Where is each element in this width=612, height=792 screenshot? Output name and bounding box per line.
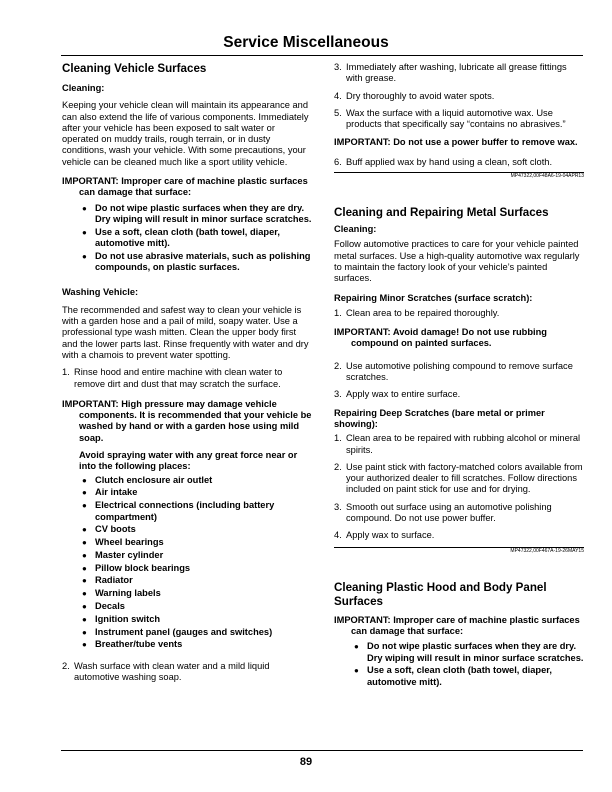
avoid-spraying-list	[62, 475, 314, 651]
important-rubbing-compound: IMPORTANT: Avoid damage! Do not use rubbing compound on painted surfaces.	[334, 327, 547, 349]
list-item	[334, 108, 584, 131]
step-number: 1.	[334, 433, 342, 444]
list-item	[334, 462, 584, 496]
important-high-pressure: IMPORTANT: High pressure may damage vehicle components. It is recommended that your vehicle be washed by hand or with a garden hose using mild soap.	[62, 398, 312, 443]
left-column	[62, 62, 314, 683]
step-number: 2.	[334, 360, 342, 371]
list-item: ● Warning labels	[79, 588, 314, 599]
step-text: Use automotive polishing compound to remove surface scratches.	[346, 360, 573, 383]
step-number: 4.	[334, 90, 342, 101]
list-item: ● Ignition switch	[79, 614, 314, 625]
step-number: 3.	[334, 501, 342, 512]
list-item	[334, 361, 584, 384]
list-item	[334, 157, 584, 168]
list-item: ● Use a soft, clean cloth (bath towel, diaper, automotive mitt).	[351, 665, 584, 688]
step-number: 4.	[334, 530, 342, 541]
step-number: 1.	[334, 307, 342, 318]
plastic-care-list	[62, 203, 314, 274]
washing-steps-3-5	[334, 62, 584, 130]
step-text: Use paint stick with factory-matched colors available from your authorized dealer to fill scratches. Follow directions included on paint stick for use and for drying.	[346, 461, 583, 495]
washing-steps-2	[62, 661, 314, 684]
metal-cleaning-body: Follow automotive practices to care for your vehicle painted metal surfaces. Use a high-quality automotive wax regularly to maintain the factory look of your vehicle’s painted surfaces.	[334, 239, 580, 284]
list-item: ● Electrical connections (including battery compartment)	[79, 500, 314, 523]
list-item	[334, 62, 584, 85]
step-text: Smooth out surface using an automotive polishing compound. Do not use power buffer.	[346, 501, 552, 524]
list-item: ● Use a soft, clean cloth (bath towel, diaper, automotive mitt).	[79, 227, 314, 250]
list-item	[334, 502, 584, 525]
step-text: Apply wax to entire surface.	[346, 389, 461, 400]
list-item	[62, 367, 314, 390]
list-item	[334, 308, 584, 319]
list-item	[334, 91, 584, 102]
step-text: Clean area to be repaired thoroughly.	[346, 307, 500, 318]
step-text: Clean area to be repaired with rubbing alcohol or mineral spirits.	[346, 433, 581, 455]
list-item	[334, 389, 584, 400]
washing-step-6	[334, 157, 584, 168]
washing-heading: Washing Vehicle:	[62, 287, 139, 298]
footer-divider	[61, 750, 583, 751]
important-plastic-care: IMPORTANT: Improper care of machine plastic surfaces can damage that surface:	[62, 176, 308, 198]
washing-steps-1	[62, 367, 314, 390]
minor-scratches-steps	[334, 361, 584, 401]
minor-scratches-step-1	[334, 308, 584, 319]
list-item: ● Breather/tube vents	[79, 639, 314, 650]
step-number: 5.	[334, 107, 342, 118]
list-item: ● Clutch enclosure air outlet	[79, 475, 314, 486]
list-item: ● Radiator	[79, 575, 314, 586]
step-text: Wash surface with clean water and a mild liquid automotive washing soap.	[74, 660, 270, 683]
section-title-cleaning-vehicle: Cleaning Vehicle Surfaces	[62, 62, 207, 75]
list-item: ● CV boots	[79, 524, 314, 535]
page-number: 89	[299, 756, 313, 768]
list-item: ● Air intake	[79, 487, 314, 498]
list-item: ● Master cylinder	[79, 550, 314, 561]
step-number: 3.	[334, 389, 342, 400]
cleaning-heading: Cleaning:	[62, 83, 105, 93]
section-title-metal: Cleaning and Repairing Metal Surfaces	[334, 206, 549, 220]
step-text: Immediately after washing, lubricate all grease fittings with grease.	[346, 62, 567, 84]
list-item: ● Decals	[79, 601, 314, 612]
minor-scratches-heading: Repairing Minor Scratches (surface scratch):	[334, 292, 533, 303]
step-text: Wax the surface with a liquid automotive wax. Use products that specifically say “contains no abrasives.”	[346, 107, 566, 130]
list-item	[334, 530, 584, 541]
right-column	[334, 62, 584, 689]
step-number: 2.	[334, 461, 342, 472]
list-item	[62, 661, 314, 684]
step-number: 2.	[62, 660, 70, 671]
metal-cleaning-heading: Cleaning:	[334, 224, 377, 235]
step-number: 3.	[334, 62, 342, 72]
plastic-care-list	[334, 641, 584, 688]
step-text: Dry thoroughly to avoid water spots.	[346, 90, 495, 101]
list-item: ● Do not wipe plastic surfaces when they are dry. Dry wiping will result in minor surface scratches.	[351, 641, 584, 664]
step-text: Rinse hood and entire machine with clean water to remove dirt and dust that may scratch the surface.	[74, 367, 283, 389]
important-plastic-care: IMPORTANT: Improper care of machine plastic surfaces can damage that surface:	[334, 614, 580, 636]
step-number: 6.	[334, 156, 342, 167]
list-item: ● Pillow block bearings	[79, 563, 314, 574]
avoid-spraying-note: Avoid spraying water with any great force near or into the following places:	[79, 450, 298, 472]
list-item: ● Do not use abrasive materials, such as polishing compounds, on plastic surfaces.	[79, 251, 314, 274]
page-title: Service Miscellaneous	[223, 34, 389, 51]
step-text: Apply wax to surface.	[346, 530, 435, 541]
step-text: Buff applied wax by hand using a clean, soft cloth.	[346, 156, 553, 167]
reference-code: MP47322,00F467A-19-26MAY15	[510, 547, 584, 554]
list-item: ● Wheel bearings	[79, 537, 314, 548]
reference-code: MP47322,00F48A6-19-04APR13	[510, 173, 584, 180]
title-divider	[61, 55, 583, 56]
section-title-plastic: Cleaning Plastic Hood and Body Panel Surfaces	[334, 580, 547, 608]
cleaning-body: Keeping your vehicle clean will maintain its appearance and can also extend the life of various components. Immediately after your vehicle has been exposed to salt water or operated on muddy trails, rough terrain, or in dusty conditions, wash your vehicle. With some precautions, your vehicle can be cleaned much like a sport utility vehicle.	[62, 100, 309, 167]
deep-scratches-steps	[334, 433, 584, 541]
washing-body: The recommended and safest way to clean your vehicle is with a garden hose and a pail of mild, soapy water. Use a professional type wash mitten. Clean the upper body first and the lower parts last. Rinse frequently with water and dry with a chamois to prevent water spotting.	[62, 304, 309, 360]
list-item: ● Do not wipe plastic surfaces when they are dry. Dry wiping will result in minor surface scratches.	[79, 203, 314, 226]
deep-scratches-heading: Repairing Deep Scratches (bare metal or primer showing):	[334, 407, 545, 429]
list-item	[334, 433, 584, 456]
list-item: ● Instrument panel (gauges and switches)	[79, 627, 314, 638]
important-power-buffer: IMPORTANT: Do not use a power buffer to remove wax.	[334, 137, 578, 148]
step-number: 1.	[62, 367, 70, 378]
